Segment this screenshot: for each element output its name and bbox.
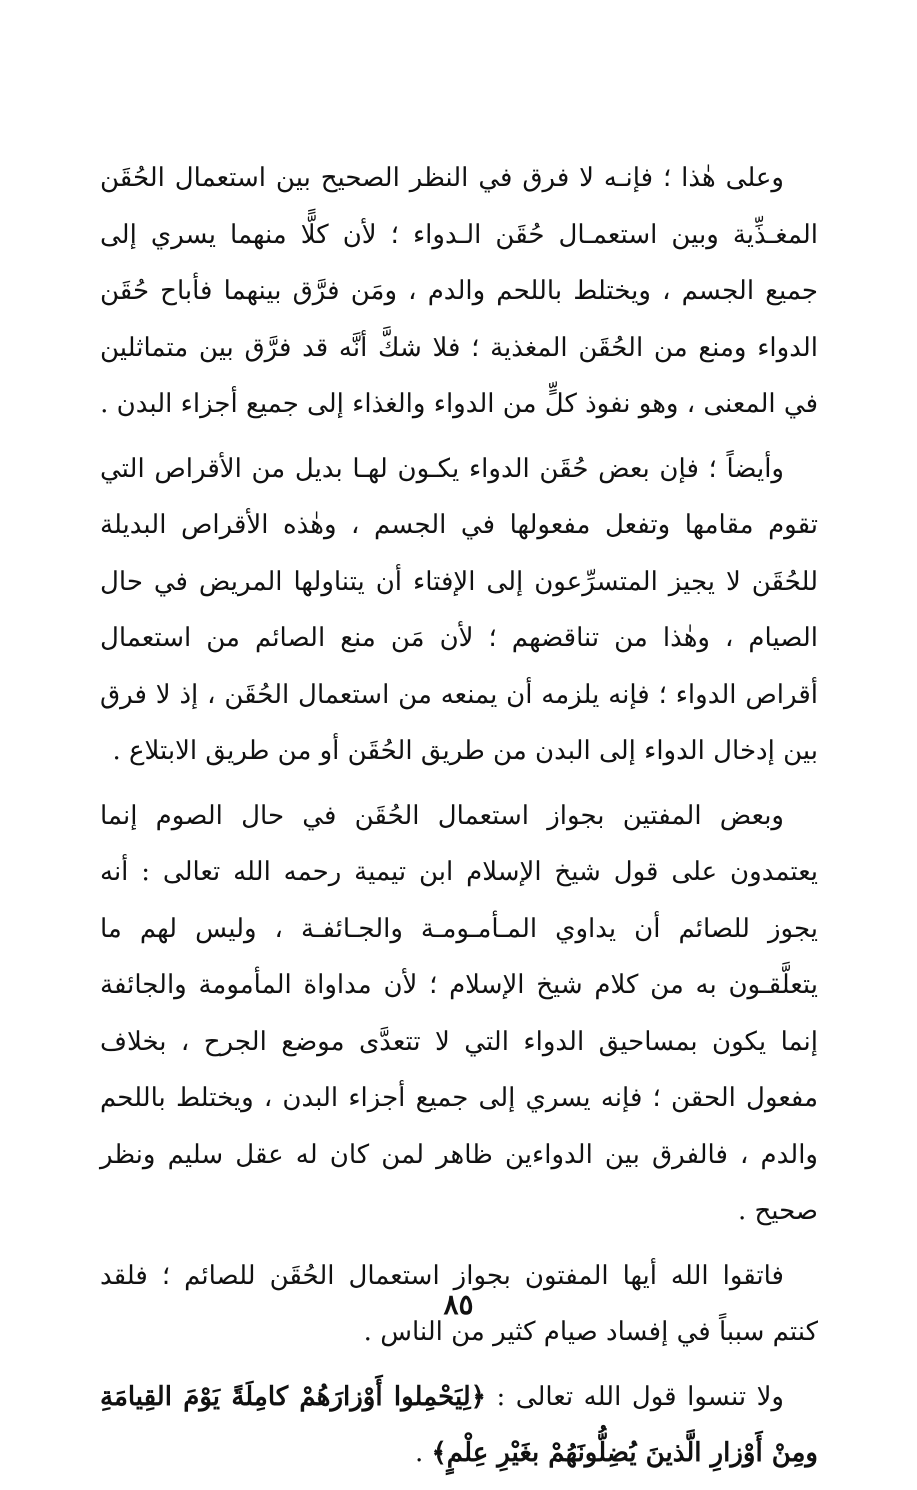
page-number: ٨٥ <box>443 1288 474 1321</box>
quote-intro: ولا تنسوا قول الله تعالى : <box>485 1381 784 1412</box>
paragraph-5 <box>100 1369 818 1482</box>
paragraph-4: فاتقوا الله أيها المفتون بجواز استعمال الحُقَن للصائم ؛ فلقد كنتم سبباً في إفساد صيام كثير من الناس . <box>100 1260 818 1347</box>
quran-verse: ﴿لِيَحْمِلوا أَوْزارَهُمْ كامِلَةً يَوْمَ القِيامَةِ ومِنْ أَوْزارِ الَّذينَ يُضِلُّونَهُمْ بغَيْرِ عِلْمٍ﴾ <box>100 1381 818 1468</box>
paragraph-2: وأيضاً ؛ فإن بعض حُقَن الدواء يكـون لهـا بديل من الأقراص التي تقوم مقامها وتفعل مفعولها في الجسم ، وهٰذه الأقراص البديلة للحُقَن لا يجيز المتسرِّعون إلى الإفتاء أن يتناولها المريض في حال الصيام ، وهٰذا من تناقضهم ؛ لأن مَن منع الصائم من استعمال أقراص الدواء ؛ فإنه يلزمه أن يمنعه من استعمال الحُقَن ، إذ لا فرق بين إدخال الدواء إلى البدن من طريق الحُقَن أو من طريق الابتلاع . <box>100 453 818 766</box>
paragraph-1: وعلى هٰذا ؛ فإنـه لا فرق في النظر الصحيح بين استعمال الحُقَن المغـذِّية وبين استعمـال حُقَن الـدواء ؛ لأن كلًّا منهما يسري إلى جميع الجسم ، ويختلط باللحم والدم ، ومَن فرَّق بينهما فأباح حُقَن الدواء ومنع من الحُقَن المغذية ؛ فلا شكَّ أنَّه قد فرَّق بين متماثلين في المعنى ، وهو نفوذ كلٍّ من الدواء والغذاء إلى جميع أجزاء البدن . <box>100 163 818 419</box>
paragraph-3: وبعض المفتين بجواز استعمال الحُقَن في حال الصوم إنما يعتمدون على قول شيخ الإسلام ابن تيمية رحمه الله تعالى : أنه يجوز للصائم أن يداوي المـأمـومـة والجـائفـة ، وليس لهم ما يتعلَّقـون به من كلام شيخ الإسلام ؛ لأن مداواة المأمومة والجائفة إنما يكون بمساحيق الدواء التي لا تتعدَّى موضع الجرح ، بخلاف مفعول الحقن ؛ فإنه يسري إلى جميع أجزاء البدن ، ويختلط باللحم والدم ، فالفرق بين الدواءين ظاهر لمن كان له عقل سليم ونظر صحيح . <box>100 800 818 1226</box>
paragraph-end: . <box>415 1438 432 1468</box>
